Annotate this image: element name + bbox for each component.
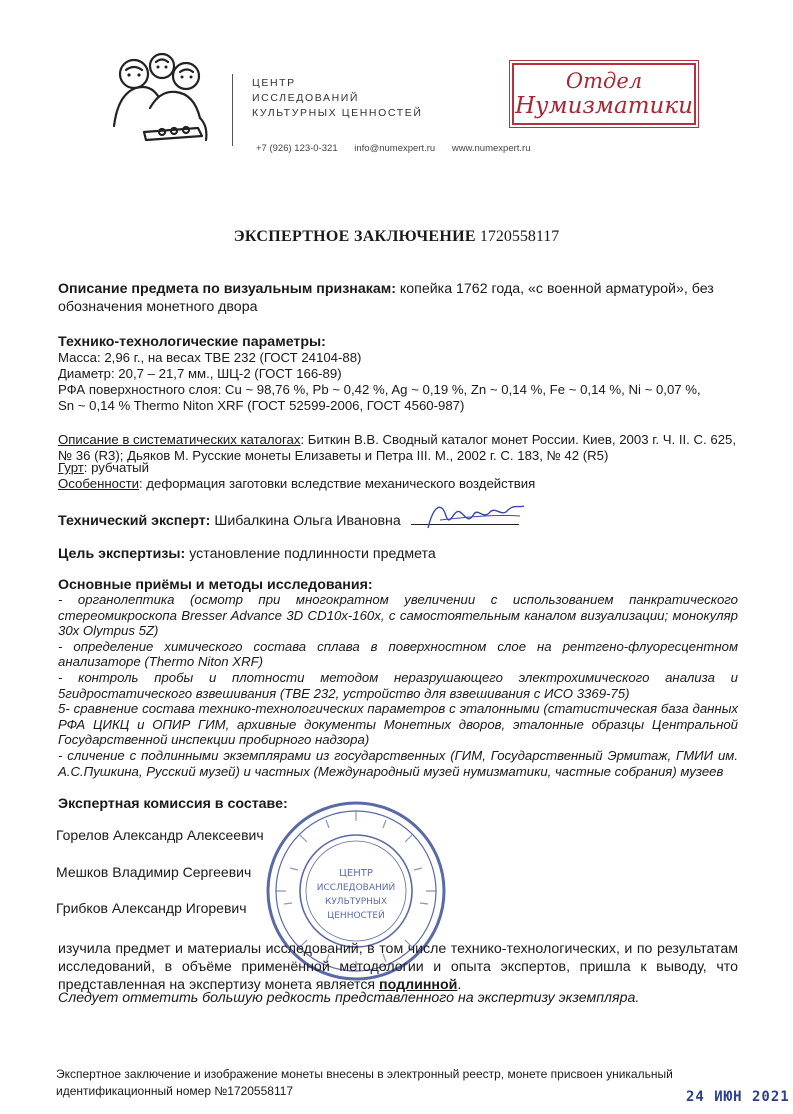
commission-member: Мешков Владимир Сергеевич — [56, 864, 252, 880]
expert-label: Технический эксперт: — [58, 513, 211, 529]
stamp-line1: Отдел — [565, 69, 643, 93]
email: info@numexpert.ru — [354, 143, 436, 154]
methods-list — [58, 592, 738, 779]
registry-note — [56, 1066, 756, 1100]
goal-label: Цель экспертизы: — [58, 546, 186, 562]
seal-text: КУЛЬТУРНЫХ — [324, 897, 388, 907]
features — [58, 476, 738, 492]
methods-heading: Основные приёмы и методы исследования: — [58, 577, 373, 593]
tech-diameter: Диаметр: 20,7 – 21,7 мм., ШЦ-2 (ГОСТ 166-89) — [58, 366, 342, 381]
seal-text: ЦЕННОСТЕЙ — [327, 911, 385, 921]
commission-member: Горелов Александр Алексеевич — [56, 827, 264, 843]
department-stamp — [512, 63, 696, 125]
method-item: - сличение с подлинными экземплярами из государственных (ГИМ, Государственный Эрмитаж, ГМИИ им. А.С.Пушкина, Русский музей) и частных (Международный музей нумизматики, частные собрания) музеев — [58, 747, 738, 779]
method-item: 5- сравнение состава технико-технологических параметров с эталонными (статистическая база данных РФА ЦИКЦ и ОПИР ГИМ, архивные документы Монетных дворов, эталонные образцы Центральной Государственной инспекции пробирного надзора) — [58, 701, 738, 748]
phone: +7 (926) 123-0-321 — [256, 143, 338, 154]
conclusion-end: . — [457, 977, 462, 993]
conclusion — [58, 940, 738, 994]
expertise-goal — [58, 545, 738, 563]
title-number: 1720558117 — [479, 228, 560, 245]
header-divider — [232, 74, 233, 146]
seal-text: ИССЛЕДОВАНИЙ — [316, 883, 396, 893]
org-name-line3: КУЛЬТУРНЫХ ЦЕННОСТЕЙ — [252, 107, 423, 119]
method-item: - органолептика (осмотр при многократном увеличении с использованием панкратического стереомикроскопа Bresser Advance 3D CD10x-160x, с самостоятельным каналом визуализации; монокуляр 30x Olympus 5Z) — [58, 592, 738, 639]
stamp-line2: Нумизматики — [515, 93, 693, 119]
tech-xrf-line2: Sn ~ 0,14 % Thermo Niton XRF (ГОСТ 52599-2006, ГОСТ 4560-987) — [58, 398, 465, 413]
edge — [58, 460, 738, 476]
commission-heading: Экспертная комиссия в составе: — [58, 796, 288, 812]
expert-name: Шибалкина Ольга Ивановна — [214, 513, 401, 529]
edge-text: : рубчатый — [83, 460, 149, 475]
tech-heading: Технико-технологические параметры: — [58, 334, 326, 350]
org-logo-icon — [104, 46, 214, 146]
website: www.numexpert.ru — [451, 143, 531, 154]
technical-expert — [58, 512, 738, 530]
description-text: копейка 1762 года, «с военной арматурой», без обозначения монетного двора — [58, 281, 714, 315]
tech-xrf-line1: РФА поверхностного слоя: Cu ~ 98,76 %, Pb ~ 0,42 %, Ag ~ 0,19 %, Zn ~ 0,14 %, Fe ~ 0,14 %, Ni ~ 0,07 %, — [58, 382, 701, 397]
commission-member: Грибков Александр Игоревич — [56, 900, 247, 916]
registry-line2: идентификационный номер №1720558117 — [56, 1084, 294, 1098]
document-title — [0, 228, 793, 246]
edge-label: Гурт — [58, 460, 84, 475]
seal-text: ЦЕНТР — [339, 868, 373, 879]
date-stamp: 24 ИЮН 2021 — [686, 1089, 790, 1105]
catalog-label: Описание в систематических каталогах — [58, 432, 301, 447]
item-description — [58, 280, 738, 316]
org-name-line2: ИССЛЕДОВАНИЙ — [252, 92, 360, 104]
org-name-line1: ЦЕНТР — [252, 77, 296, 89]
catalog-text: : Биткин В.В. Сводный каталог монет России. Киев, 2003 г. Ч. II. С. 625, № 36 (R3); Дьяков М. Русские монеты Елизаветы и Петра III. М., 2002 г. С. 183, № 42 (R5) — [58, 432, 737, 463]
registry-line1: Экспертное заключение и изображение монеты внесены в электронный реестр, монете присвоен уникальный — [56, 1067, 673, 1081]
conclusion-text: изучила предмет и материалы исследований, в том числе технико-технологических, и по результатам исследований, в объёме применённой методологии и опыта экспертов, пришла к выводу, что представленная на экспертизу монета является — [58, 941, 738, 993]
contacts — [256, 143, 545, 154]
org-name — [252, 76, 422, 121]
features-label: Особенности — [58, 476, 139, 491]
description-label: Описание предмета по визуальным признакам: — [58, 281, 396, 297]
goal-text: установление подлинности предмета — [189, 546, 436, 562]
verdict: подлинной — [379, 977, 458, 993]
method-item: - определение химического состава сплава в поверхностном слое на рентгено-флуоресцентном анализаторе (Thermo Niton XRF) — [58, 638, 738, 670]
tech-mass: Масса: 2,96 г., на весах ТВЕ 232 (ГОСТ 24104-88) — [58, 350, 362, 365]
expert-signature-icon — [420, 498, 530, 534]
features-text: : деформация заготовки вследствие механического воздействия — [138, 476, 536, 491]
method-item: - контроль пробы и плотности методом неразрушающего электрохимического анализа и 5гидростатического взвешивания (ТВЕ 232, устройство для взвешивания с ИСО 3369-75) — [58, 669, 738, 701]
rarity-note: Следует отметить большую редкость представленного на экспертизу экземпляра. — [58, 990, 640, 1006]
title-label: ЭКСПЕРТНОЕ ЗАКЛЮЧЕНИЕ — [233, 228, 476, 245]
